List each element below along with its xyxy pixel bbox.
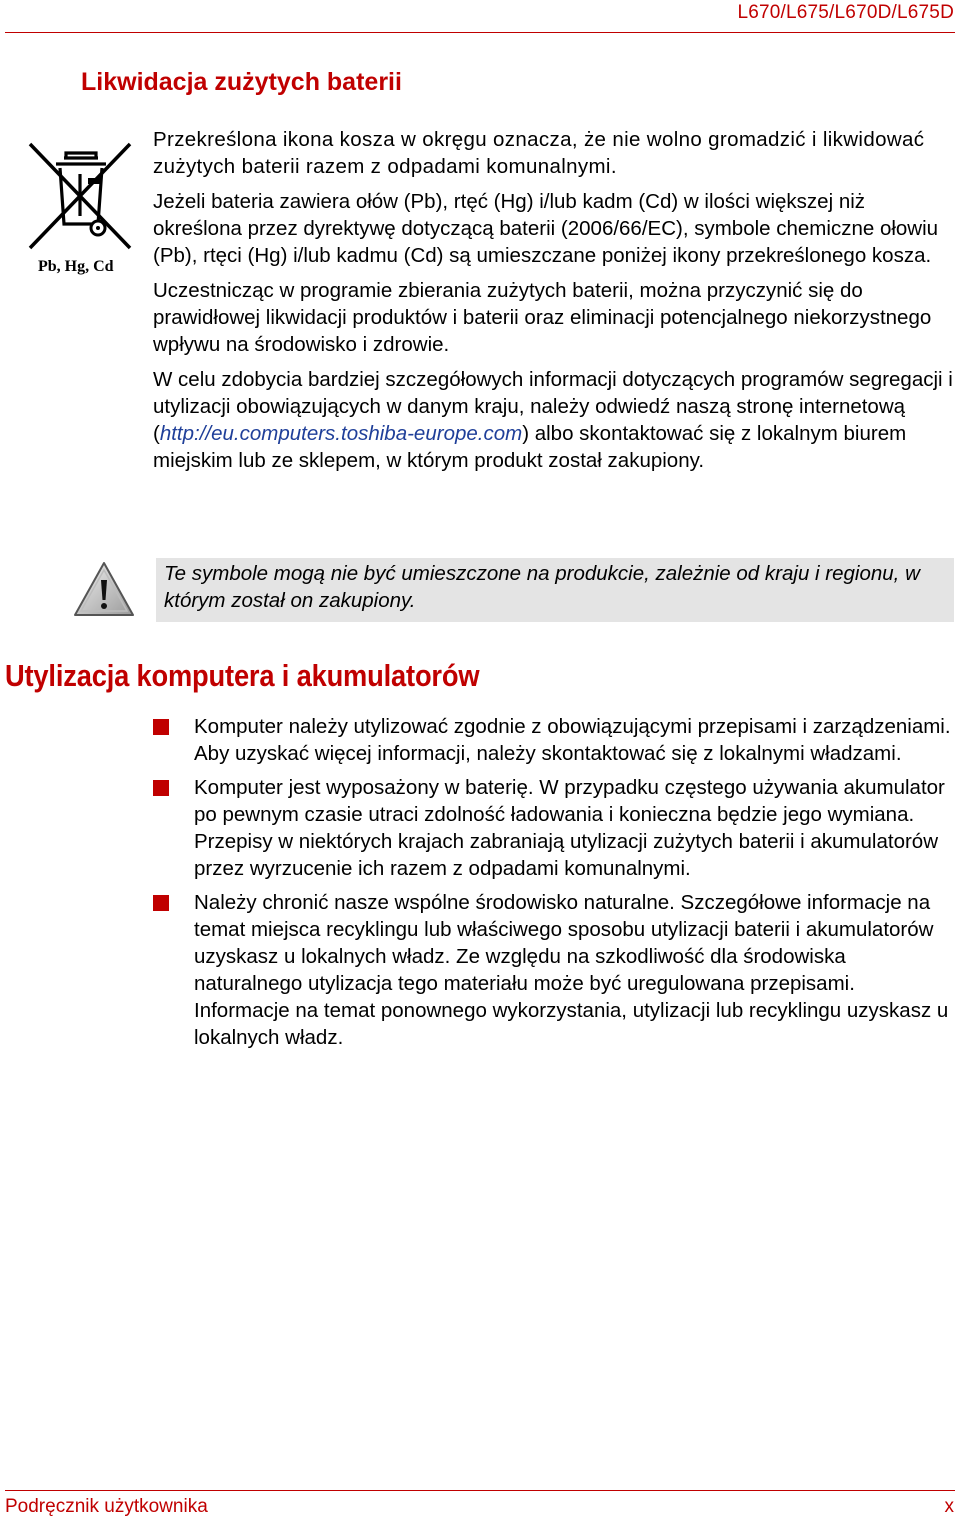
- list-item: [153, 713, 953, 767]
- bullet-square-icon: [153, 895, 169, 911]
- more-info-text-before: W celu zdobycia bardziej szczegółowych informacji dotyczących programów segregacji i utylizacji obowiązujących w danym kraju, należy odwiedź naszą stronę internetową (: [153, 368, 953, 445]
- section-title-computer-disposal: Utylizacja komputera i akumulatorów: [5, 658, 480, 693]
- list-item: [153, 889, 953, 1051]
- header-model: L670/L675/L670D/L675D: [737, 2, 954, 23]
- bin-icon-caption: Pb, Hg, Cd: [38, 258, 114, 275]
- list-item-text: Komputer należy utylizować zgodnie z obowiązującymi przepisami i zarządzeniami. Aby uzyskać więcej informacji, należy skontaktować się z lokalnymi władzami.: [194, 715, 951, 765]
- footer-page-number: x: [944, 1496, 954, 1517]
- paragraph-collection-program: Uczestnicząc w programie zbierania zużytych baterii, można przyczynić się do prawidłowej likwidacji produktów i baterii oraz eliminacji potencjalnego niekorzystnego wpływu na środowisko i zdrowie.: [153, 279, 932, 356]
- bullet-square-icon: [153, 780, 169, 796]
- footer-divider: [5, 1490, 955, 1491]
- list-item: [153, 774, 953, 882]
- more-info-text-after: ) albo skontaktować się z lokalnym biurem miejskim lub ze sklepem, w którym produkt został zakupiony.: [153, 422, 907, 472]
- crossed-out-wheelie-bin-icon: [26, 140, 134, 252]
- disposal-list: [153, 713, 953, 1058]
- bullet-square-icon: [153, 719, 169, 735]
- list-item-text: Komputer jest wyposażony w baterię. W przypadku częstego używania akumulator po pewnym czasie utraci zdolność ładowania i konieczna będzie jego wymiana. Przepisy w niektórych krajach zabraniają utylizacji zużytych baterii i akumulatorów przez wyrzucenie ich razem z odpadami komunalnymi.: [194, 776, 945, 880]
- list-item-text: Należy chronić nasze wspólne środowisko naturalne. Szczegółowe informacje na temat miejsca recyklingu lub właściwego sposobu utylizacji baterii i akumulatorów uzyskasz u lokalnych władz. Ze względu na szkodliwość dla środowiska naturalnego utylizacja tego materiału może być uregulowana przepisami. Informacje na temat ponownego wykorzystania, utylizacji lub recyklingu uzyskasz u lokalnych władz.: [194, 891, 949, 1049]
- section1-body: [153, 126, 953, 474]
- section-title-battery-disposal: Likwidacja zużytych baterii: [81, 68, 402, 96]
- note-text: Te symbole mogą nie być umieszczone na produkcie, zależnie od kraju i regionu, w którym został on zakupiony.: [164, 562, 920, 612]
- header-divider: [5, 32, 955, 33]
- paragraph-heavy-metals: Jeżeli bateria zawiera ołów (Pb), rtęć (Hg) i/lub kadm (Cd) w ilości większej niż określona przez dyrektywę dotyczącą baterii (2006/66/EC), symbole chemiczne ołowiu (Pb), rtęci (Hg) i/lub kadmu (Cd) są umieszczane poniżej ikony przekreślonego kosza.: [153, 190, 939, 267]
- paragraph-more-info: [153, 366, 953, 474]
- note-box: [156, 558, 954, 622]
- footer-manual-title: Podręcznik użytkownika: [5, 1496, 208, 1517]
- warning-icon: [72, 560, 136, 620]
- toshiba-europe-link[interactable]: http://eu.computers.toshiba-europe.com: [159, 422, 523, 445]
- paragraph-bin-symbol: Przekreślona ikona kosza w okręgu oznacza, że nie wolno gromadzić i likwidować zużytych baterii razem z odpadami komunalnymi.: [153, 128, 925, 178]
